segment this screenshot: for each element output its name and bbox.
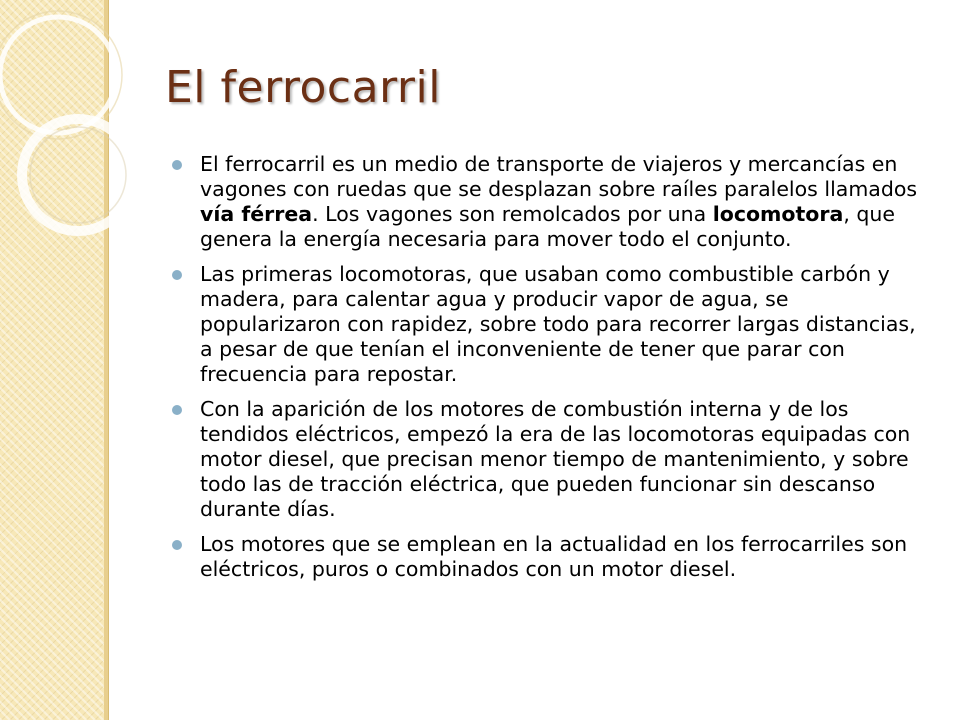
bullet-item (170, 397, 930, 522)
bullet-item (170, 152, 930, 252)
bullet-item (170, 532, 930, 582)
bullet-dot-icon (172, 405, 182, 415)
bullet-list (170, 152, 930, 592)
bullet-dot-icon (172, 160, 182, 170)
bullet-text: . Los vagones son remolcados por una (312, 202, 713, 226)
bullet-dot-icon (172, 270, 182, 280)
bullet-text: , que genera la energía necesaria para mover todo el conjunto. (200, 202, 895, 251)
bullet-text: Las primeras locomotoras, que usaban como combustible carbón y madera, para calentar agua y producir vapor de agua, se popularizaron con rapidez, sobre todo para recorrer largas distancias, a pesar de que tenían el inconveniente de tener que parar con frecuencia para repostar. (200, 262, 916, 386)
bullet-text: Con la aparición de los motores de combustión interna y de los tendidos eléctricos, empezó la era de las locomotoras equipadas con motor diesel, que precisan menor tiempo de mantenimiento, y sobre todo las de tracción eléctrica, que pueden funcionar sin descanso durante días. (200, 397, 911, 521)
slide-title: El ferrocarril (165, 62, 441, 113)
bold-term: locomotora (712, 202, 844, 226)
bullet-dot-icon (172, 540, 182, 550)
bullet-text: Los motores que se emplean en la actualidad en los ferrocarriles son eléctricos, puros o combinados con un motor diesel. (200, 532, 908, 581)
bold-term: vía férrea (200, 202, 313, 226)
bullet-text: El ferrocarril es un medio de transporte de viajeros y mercancías en vagones con ruedas que se desplazan sobre raíles paralelos llamados (200, 152, 918, 201)
bullet-item (170, 262, 930, 387)
